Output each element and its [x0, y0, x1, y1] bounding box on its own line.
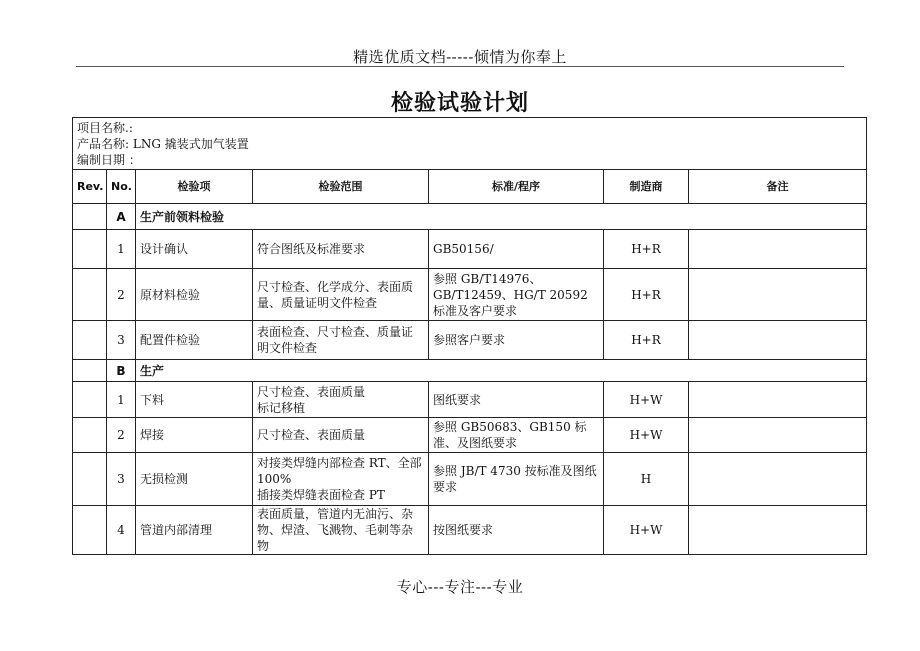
row-no: 2: [107, 418, 136, 453]
row-manufacturer: H+R: [604, 321, 689, 360]
document-title: 检验试验计划: [390, 90, 529, 116]
col-header-standard: 标准/程序: [429, 170, 604, 204]
row-remarks: [689, 269, 867, 321]
row-scope-cell: [253, 382, 429, 418]
row-scope: 尺寸检查、表面质量: [253, 418, 429, 453]
table-row: [73, 453, 867, 506]
date-label: 编制日期 ：: [77, 152, 141, 167]
project-name-label: 项目名称.:: [77, 120, 133, 135]
rev-cell: [73, 321, 107, 360]
row-scope: 对接类焊缝内部检查 RT、全部100%: [257, 456, 422, 486]
table-row: [73, 382, 867, 418]
row-manufacturer: H: [604, 453, 689, 506]
row-scope: 表面检查、尺寸检查、质量证明文件检查: [253, 321, 429, 360]
row-manufacturer: H+W: [604, 418, 689, 453]
rev-cell: [73, 382, 107, 418]
page-footer-text: 专心---专注---专业: [396, 578, 524, 596]
row-scope: 尺寸检查、表面质量: [257, 384, 366, 399]
row-standard: 图纸要求: [429, 382, 604, 418]
row-manufacturer: H+W: [604, 506, 689, 555]
row-manufacturer: H+R: [604, 269, 689, 321]
col-header-no: No.: [107, 170, 136, 204]
col-header-scope: 检验范围: [253, 170, 429, 204]
row-no: 1: [107, 230, 136, 269]
section-title: 生产: [136, 360, 867, 382]
product-name-label: 产品名称: LNG 撬装式加气装置: [77, 136, 249, 151]
header-rule: [76, 66, 844, 67]
section-title: 生产前领料检验: [136, 204, 867, 230]
row-no: 3: [107, 321, 136, 360]
row-standard: GB50156/: [429, 230, 604, 269]
row-item: 原材料检验: [136, 269, 253, 321]
row-item: 设计确认: [136, 230, 253, 269]
rev-cell: [73, 230, 107, 269]
inspection-plan-table: [72, 117, 867, 555]
row-scope-cell: [253, 453, 429, 506]
table-row: [73, 321, 867, 360]
row-remarks: [689, 453, 867, 506]
table-row: [73, 418, 867, 453]
column-header-row: [73, 170, 867, 204]
row-standard: 参照 GB/T14976、GB/T12459、HG/T 20592 标准及客户要求: [429, 269, 604, 321]
row-scope-line2: 插接类焊缝表面检查 PT: [257, 488, 385, 502]
row-item: 下料: [136, 382, 253, 418]
row-scope: 符合图纸及标准要求: [253, 230, 429, 269]
table-row: [73, 269, 867, 321]
row-item: 配置件检验: [136, 321, 253, 360]
project-info-row: [73, 118, 867, 170]
row-no: 3: [107, 453, 136, 506]
section-letter: A: [107, 204, 136, 230]
row-remarks: [689, 506, 867, 555]
row-standard: 按图纸要求: [429, 506, 604, 555]
rev-cell: [73, 418, 107, 453]
row-remarks: [689, 418, 867, 453]
rev-cell: [73, 269, 107, 321]
row-standard: 参照客户要求: [429, 321, 604, 360]
section-row-b: [73, 360, 867, 382]
page-header-text: 精选优质文档-----倾情为你奉上: [353, 48, 567, 66]
row-no: 2: [107, 269, 136, 321]
rev-cell: [73, 453, 107, 506]
section-letter: B: [107, 360, 136, 382]
row-scope: 尺寸检查、化学成分、表面质量、质量证明文件检查: [253, 269, 429, 321]
row-remarks: [689, 230, 867, 269]
row-item: 焊接: [136, 418, 253, 453]
row-no: 4: [107, 506, 136, 555]
row-manufacturer: H+W: [604, 382, 689, 418]
rev-cell: [73, 360, 107, 382]
project-info-cell: [73, 118, 867, 170]
row-item: 管道内部清理: [136, 506, 253, 555]
table-row: [73, 230, 867, 269]
col-header-rev: Rev.: [73, 170, 107, 204]
row-item: 无损检测: [136, 453, 253, 506]
col-header-remarks: 备注: [689, 170, 867, 204]
row-manufacturer: H+R: [604, 230, 689, 269]
row-no: 1: [107, 382, 136, 418]
row-standard: 参照 GB50683、GB150 标准、及图纸要求: [429, 418, 604, 453]
row-standard: 参照 JB/T 4730 按标准及图纸要求: [429, 453, 604, 506]
row-scope-line2: 标记移植: [257, 400, 306, 415]
section-row-a: [73, 204, 867, 230]
row-remarks: [689, 382, 867, 418]
col-header-item: 检验项: [136, 170, 253, 204]
table-row: [73, 506, 867, 555]
col-header-manufacturer: 制造商: [604, 170, 689, 204]
rev-cell: [73, 506, 107, 555]
row-remarks: [689, 321, 867, 360]
rev-cell: [73, 204, 107, 230]
row-scope: 表面质量，管道内无油污、杂物、焊渣、飞溅物、毛刺等杂物: [253, 506, 429, 555]
